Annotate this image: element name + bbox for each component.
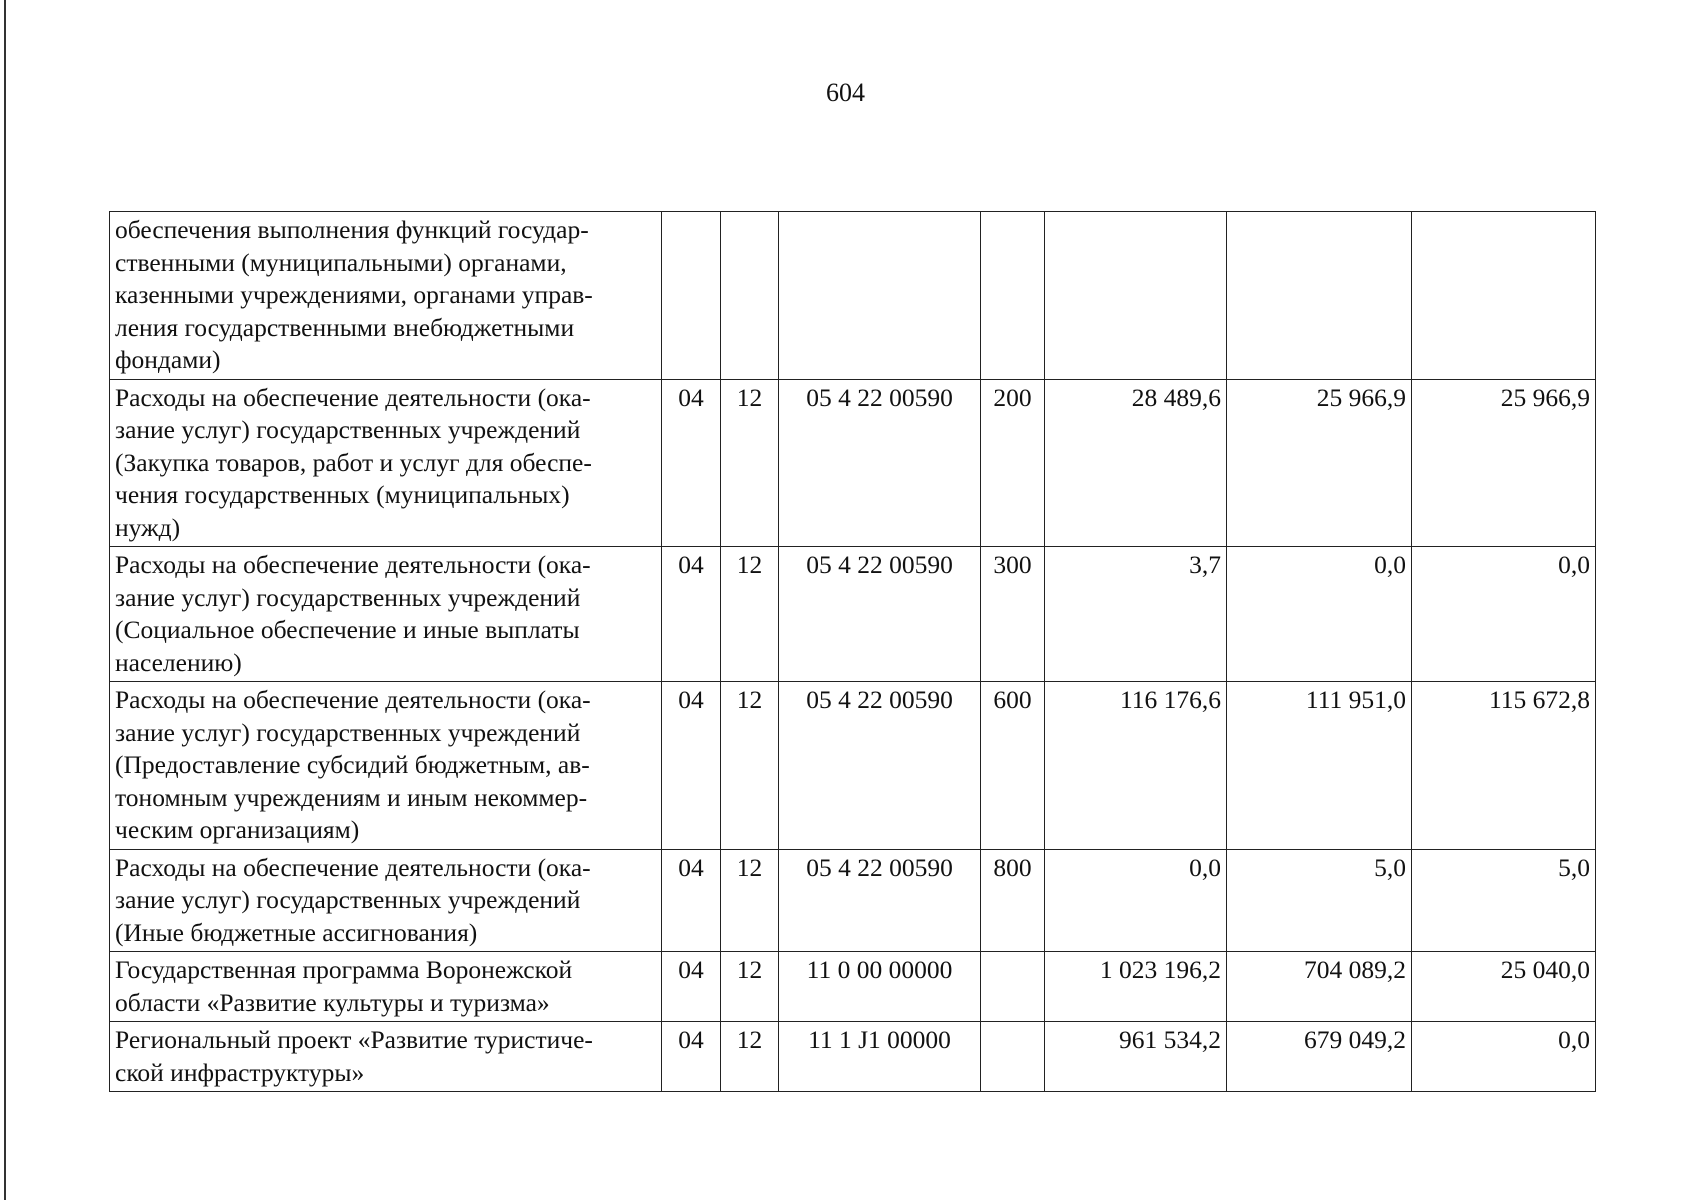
subsection-code-cell: 12 (721, 952, 779, 1022)
amount-year-2-cell (1227, 212, 1412, 380)
expense-name-line: Расходы на обеспечение деятельности (ока- (115, 685, 591, 714)
expense-type-cell (981, 212, 1045, 380)
amount-year-2-cell: 704 089,2 (1227, 952, 1412, 1022)
expense-name-line: (Закупка товаров, работ и услуг для обеспе- (115, 447, 592, 477)
subsection-code-cell: 12 (721, 849, 779, 952)
expense-name-line: ческим организациям) (115, 815, 360, 844)
expense-name-cell (110, 379, 662, 547)
expense-name-line: ления государственными внебюджетными (115, 312, 575, 342)
amount-year-1-cell (1045, 212, 1227, 380)
section-code-cell: 04 (662, 1022, 721, 1092)
target-article-cell: 05 4 22 00590 (779, 379, 981, 547)
amount-year-1-cell: 3,7 (1045, 547, 1227, 682)
expense-name-line: зание услуг) государственных учреждений (115, 415, 581, 444)
amount-year-1-cell: 0,0 (1045, 849, 1227, 952)
target-article-cell: 11 1 J1 00000 (779, 1022, 981, 1092)
subsection-code-cell: 12 (721, 682, 779, 850)
amount-year-3-cell: 0,0 (1412, 547, 1596, 682)
amount-year-3-cell (1412, 212, 1596, 380)
table-row (110, 547, 1596, 682)
table-row (110, 849, 1596, 952)
expense-name-line: нужд) (115, 512, 181, 542)
expense-name-line: Государственная программа Воронежской (115, 955, 573, 984)
table-row (110, 682, 1596, 850)
expense-name-line: (Социальное обеспечение и иные выплаты (115, 615, 580, 644)
amount-year-2-cell: 5,0 (1227, 849, 1412, 952)
expense-type-cell: 300 (981, 547, 1045, 682)
expense-type-cell: 200 (981, 379, 1045, 547)
target-article-cell: 05 4 22 00590 (779, 849, 981, 952)
expense-name-line: обеспечения выполнения функций государ- (115, 215, 589, 244)
expense-name-cell (110, 1022, 662, 1092)
expense-name-cell (110, 952, 662, 1022)
amount-year-1-cell: 116 176,6 (1045, 682, 1227, 850)
expense-name-line: зание услуг) государственных учреждений (115, 885, 581, 914)
subsection-code-cell (721, 212, 779, 380)
amount-year-1-cell: 28 489,6 (1045, 379, 1227, 547)
page-number: 604 (826, 78, 865, 107)
subsection-code-cell: 12 (721, 1022, 779, 1092)
table-row (110, 379, 1596, 547)
expense-name-line: Расходы на обеспечение деятельности (ока- (115, 382, 591, 412)
expense-name-line: (Предоставление субсидий бюджетным, ав- (115, 750, 590, 779)
section-code-cell: 04 (662, 379, 721, 547)
expense-name-line: зание услуг) государственных учреждений (115, 582, 581, 612)
expense-name-line: ственными (муниципальными) органами, (115, 247, 567, 277)
budget-table-body (110, 212, 1596, 1092)
subsection-code-cell: 12 (721, 547, 779, 682)
expense-type-cell (981, 1022, 1045, 1092)
amount-year-3-cell: 0,0 (1412, 1022, 1596, 1092)
section-code-cell: 04 (662, 849, 721, 952)
expense-name-line: области «Развитие культуры и туризма» (115, 987, 550, 1017)
expense-name-line: (Иные бюджетные ассигнования) (115, 917, 478, 947)
amount-year-2-cell: 679 049,2 (1227, 1022, 1412, 1092)
expense-name-line: ской инфраструктуры» (115, 1057, 365, 1087)
table-row (110, 952, 1596, 1022)
table-row (110, 212, 1596, 380)
amount-year-3-cell: 5,0 (1412, 849, 1596, 952)
target-article-cell (779, 212, 981, 380)
expense-name-cell (110, 212, 662, 380)
target-article-cell: 11 0 00 00000 (779, 952, 981, 1022)
amount-year-2-cell: 111 951,0 (1227, 682, 1412, 850)
amount-year-2-cell: 0,0 (1227, 547, 1412, 682)
expense-type-cell: 600 (981, 682, 1045, 850)
amount-year-2-cell: 25 966,9 (1227, 379, 1412, 547)
expense-name-line: чения государственных (муниципальных) (115, 480, 570, 509)
expense-type-cell: 800 (981, 849, 1045, 952)
expense-name-line: фондами) (115, 345, 221, 374)
amount-year-1-cell: 961 534,2 (1045, 1022, 1227, 1092)
scan-edge-line (4, 0, 6, 1200)
amount-year-1-cell: 1 023 196,2 (1045, 952, 1227, 1022)
table-row (110, 1022, 1596, 1092)
expense-name-line: Расходы на обеспечение деятельности (ока- (115, 550, 591, 579)
subsection-code-cell: 12 (721, 379, 779, 547)
section-code-cell: 04 (662, 952, 721, 1022)
section-code-cell: 04 (662, 547, 721, 682)
expense-name-line: Расходы на обеспечение деятельности (ока- (115, 852, 591, 882)
budget-table (109, 211, 1596, 1092)
section-code-cell (662, 212, 721, 380)
expense-name-line: зание услуг) государственных учреждений (115, 717, 581, 747)
amount-year-3-cell: 25 966,9 (1412, 379, 1596, 547)
target-article-cell: 05 4 22 00590 (779, 547, 981, 682)
amount-year-3-cell: 25 040,0 (1412, 952, 1596, 1022)
expense-name-cell (110, 682, 662, 850)
expense-name-line: казенными учреждениями, органами управ- (115, 280, 593, 309)
section-code-cell: 04 (662, 682, 721, 850)
expense-name-cell (110, 547, 662, 682)
expense-name-line: тономным учреждениям и иным некоммер- (115, 782, 588, 812)
expense-type-cell (981, 952, 1045, 1022)
expense-name-line: населению) (115, 647, 242, 677)
target-article-cell: 05 4 22 00590 (779, 682, 981, 850)
expense-name-line: Региональный проект «Развитие туристиче- (115, 1025, 593, 1054)
amount-year-3-cell: 115 672,8 (1412, 682, 1596, 850)
expense-name-cell (110, 849, 662, 952)
